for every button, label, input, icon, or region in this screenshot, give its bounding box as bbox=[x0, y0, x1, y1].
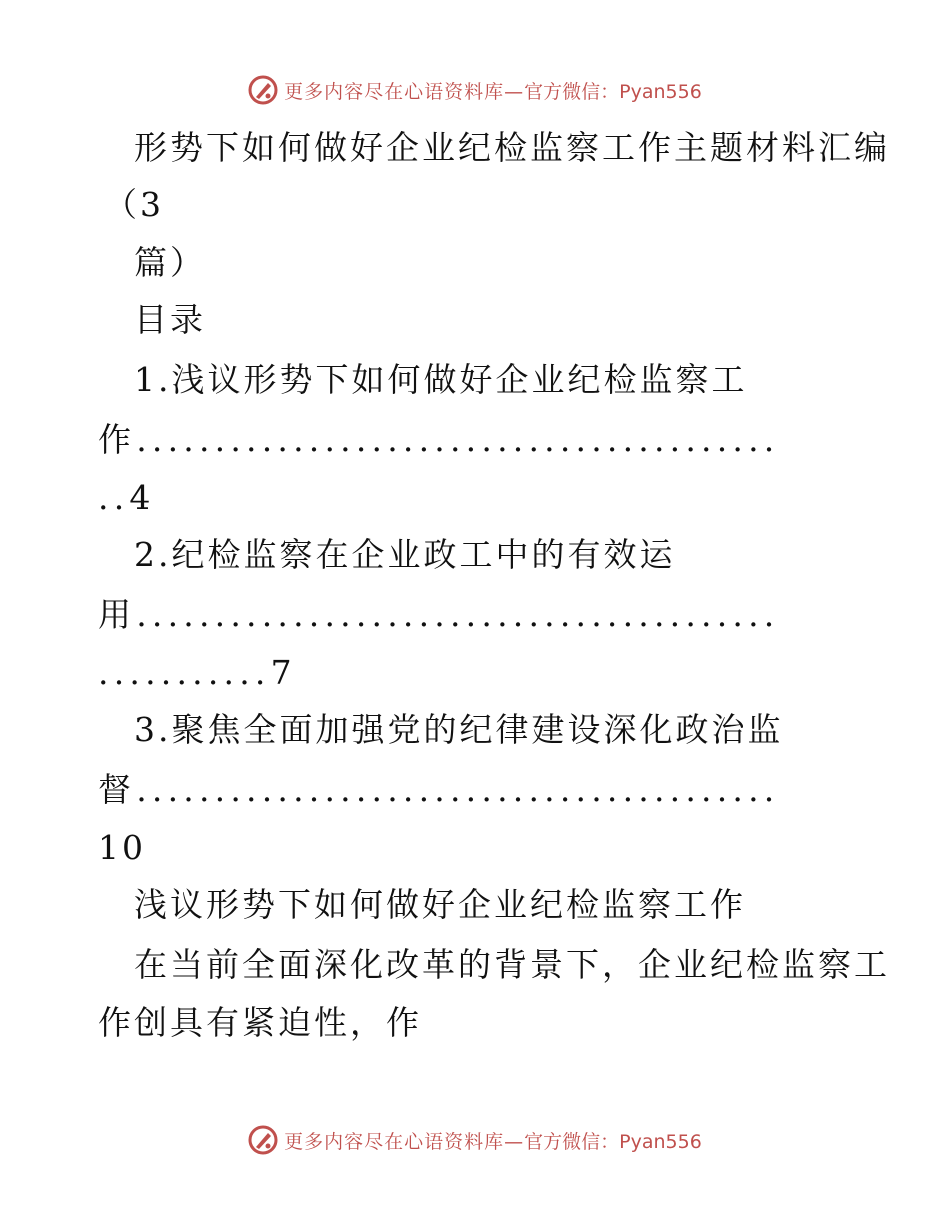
section-heading: 浅议形势下如何做好企业纪检监察工作 bbox=[134, 885, 746, 924]
doc-title-line-2: （3 bbox=[104, 185, 164, 224]
toc-item-3-cont: 督......................................... bbox=[98, 770, 780, 809]
doc-title-line-1: 形势下如何做好企业纪检监察工作主题材料汇编 bbox=[134, 128, 890, 167]
toc-item-2-cont: 用......................................... bbox=[98, 595, 780, 634]
watermark-text: 更多内容尽在心语资料库— bbox=[284, 80, 525, 103]
watermark-header bbox=[0, 72, 950, 108]
toc-item-2-page: ...........7 bbox=[98, 653, 297, 692]
watermark-wechat: 官方微信：Pyan556 bbox=[524, 80, 702, 103]
pen-logo-icon bbox=[248, 1125, 278, 1155]
toc-item-1-cont: 作......................................... bbox=[98, 420, 780, 459]
toc-item-1-title: 1.浅议形势下如何做好企业纪检监察工 bbox=[134, 360, 748, 399]
watermark-text: 更多内容尽在心语资料库— bbox=[284, 1130, 525, 1153]
pen-logo-icon bbox=[248, 75, 278, 105]
toc-item-1-page: ..4 bbox=[98, 478, 156, 517]
toc-item-3-title: 3.聚焦全面加强党的纪律建设深化政治监 bbox=[134, 710, 784, 749]
watermark-footer bbox=[0, 1122, 950, 1158]
doc-title-line-3: 篇） bbox=[134, 243, 206, 282]
watermark-wechat: 官方微信：Pyan556 bbox=[524, 1130, 702, 1153]
paragraph-line-2: 作创具有紧迫性，作 bbox=[98, 1003, 422, 1042]
toc-item-3-page: 10 bbox=[98, 828, 146, 867]
paragraph-line-1: 在当前全面深化改革的背景下，企业纪检监察工 bbox=[134, 945, 890, 984]
toc-item-2-title: 2.纪检监察在企业政工中的有效运 bbox=[134, 535, 676, 574]
toc-heading: 目录 bbox=[134, 300, 206, 339]
